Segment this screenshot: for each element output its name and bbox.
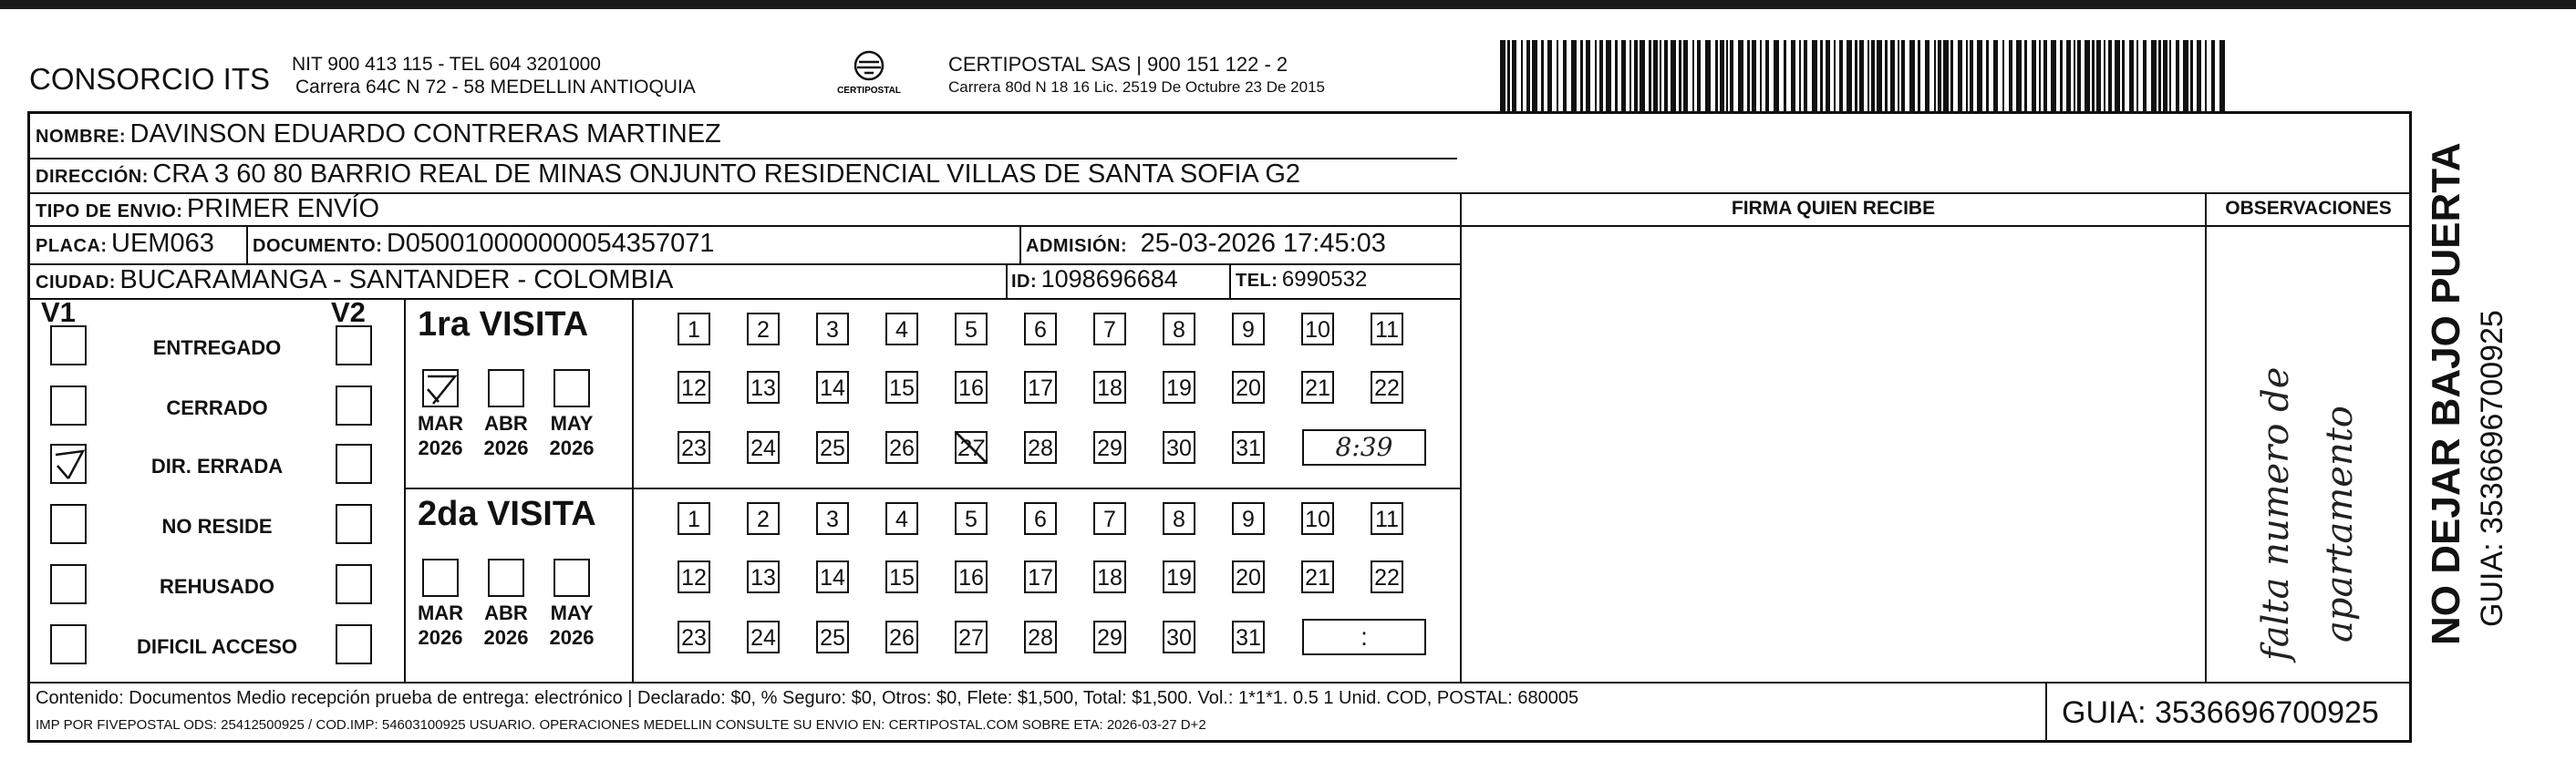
day-checkbox[interactable]: 17 xyxy=(1024,371,1057,404)
observation-line-2: apartamento xyxy=(2319,406,2361,642)
barcode-bar xyxy=(1986,40,1989,113)
barcode-bar xyxy=(2205,40,2207,113)
footer-content: Contenido: Documentos Medio recepción prueba de entrega: electrónico | Declarado: $0, % Seguro: $0, Otros: $0, Flete: $1,500, Total: $1,500. Vol.: 1*1*1. 0.5 1 Unid. COD, POSTAL: 680005 xyxy=(36,688,1579,708)
day-checkbox[interactable]: 23 xyxy=(678,621,710,653)
visit-time[interactable]: : xyxy=(1302,619,1426,655)
barcode-bar xyxy=(1629,40,1631,113)
barcode-bar xyxy=(1738,40,1743,113)
barcode-bar xyxy=(2104,40,2105,113)
barcode-bar xyxy=(1820,40,1823,113)
recipient-address: CRA 3 60 80 BARRIO REAL DE MINAS ONJUNTO RESIDENCIAL VILLAS DE SANTA SOFIA G2 xyxy=(152,159,1301,189)
day-checkbox[interactable]: 10 xyxy=(1301,313,1334,345)
day-checkbox[interactable]: 14 xyxy=(816,371,849,404)
phone-label: TEL: xyxy=(1236,271,1278,291)
month-name: ABR xyxy=(484,601,528,624)
status-label: DIR. ERRADA xyxy=(150,455,284,478)
barcode-bar xyxy=(1634,40,1638,113)
barcode-bar xyxy=(1615,40,1618,113)
day-checkbox[interactable]: 28 xyxy=(1024,621,1057,653)
day-checkbox[interactable]: 1 xyxy=(678,313,710,345)
day-checkbox[interactable]: 28 xyxy=(1024,431,1057,464)
barcode-bar xyxy=(1867,40,1869,113)
id-value: 1098696684 xyxy=(1040,265,1178,293)
barcode-bar xyxy=(1621,40,1626,113)
barcode-bar xyxy=(1547,40,1552,113)
v1-label: V1 xyxy=(41,296,76,328)
plate-label: PLACA: xyxy=(36,236,108,256)
day-checkbox[interactable]: 30 xyxy=(1163,431,1195,464)
day-checkbox[interactable]: 17 xyxy=(1024,560,1057,593)
month-checkbox[interactable] xyxy=(488,369,524,407)
barcode-bar xyxy=(2039,40,2041,113)
v2-checkbox[interactable] xyxy=(336,564,372,604)
barcode-bar xyxy=(2043,40,2047,113)
day-checkbox[interactable]: 31 xyxy=(1232,431,1265,464)
barcode-bar xyxy=(1760,40,1762,113)
signature-column-header: FIRMA QUIEN RECIBE xyxy=(1731,198,1936,219)
document-label: DOCUMENTO: xyxy=(253,236,383,256)
barcode-bar xyxy=(1950,40,1953,113)
barcode-bar xyxy=(2183,40,2188,113)
barcode-bar xyxy=(1557,40,1558,113)
day-checkbox[interactable]: 14 xyxy=(816,560,849,593)
barcode-bar xyxy=(1715,40,1718,113)
v1-checkbox[interactable] xyxy=(50,444,87,484)
barcode-bar xyxy=(1993,40,1998,113)
barcode-bar xyxy=(2143,40,2147,113)
day-checkbox[interactable]: 8 xyxy=(1163,502,1195,535)
month-year: 2026 xyxy=(549,626,595,649)
barcode-bar xyxy=(2009,40,2012,113)
barcode-bar xyxy=(1726,40,1728,113)
footer-print-info: IMP POR FIVEPOSTAL ODS: 25412500925 / COD.IMP: 54603100925 USUARIO. OPERACIONES MEDELLIN CONSULTE SU ENVIO EN: CERTIPOSTAL.COM SOBRE ETA: 2026-03-27 D+2 xyxy=(36,717,1206,733)
barcode-bar xyxy=(1679,40,1681,113)
barcode-bar xyxy=(2190,40,2193,113)
v1-checkbox[interactable] xyxy=(50,564,87,604)
day-checkbox[interactable]: 11 xyxy=(1371,313,1403,345)
side-warning: NO DEJAR BAJO PUERTA xyxy=(2424,142,2468,645)
barcode-bar xyxy=(1774,40,1779,113)
day-checkbox[interactable]: 5 xyxy=(955,313,988,345)
barcode-bar xyxy=(1966,40,1968,113)
month-name: MAY xyxy=(550,412,594,435)
day-checkbox[interactable]: 31 xyxy=(1232,621,1265,653)
barcode-bar xyxy=(2032,40,2036,113)
day-checkbox[interactable]: 20 xyxy=(1232,371,1265,404)
month-label xyxy=(540,411,604,460)
barcode-bar xyxy=(1890,40,1895,113)
barcode-bar xyxy=(1683,40,1688,113)
day-checkbox[interactable]: 13 xyxy=(747,560,780,593)
city-value: BUCARAMANGA - SANTANDER - COLOMBIA xyxy=(119,265,674,294)
visit-title: 1ra VISITA xyxy=(418,305,589,344)
v2-checkbox[interactable] xyxy=(336,504,372,544)
day-checkbox[interactable]: 25 xyxy=(816,621,849,653)
shipment-type: PRIMER ENVÍO xyxy=(186,194,380,223)
name-label: NOMBRE: xyxy=(36,127,127,147)
document-value: D050010000000054357071 xyxy=(386,229,715,258)
barcode-bar xyxy=(2158,40,2161,113)
day-checkbox[interactable]: 26 xyxy=(885,621,918,653)
barcode-bar xyxy=(1649,40,1651,113)
observations-column-header: OBSERVACIONES xyxy=(2225,198,2392,219)
status-label: NO RESIDE xyxy=(161,515,273,538)
day-checkbox[interactable]: 15 xyxy=(885,560,918,593)
day-checkbox[interactable]: 22 xyxy=(1371,560,1403,593)
day-checkbox[interactable]: 13 xyxy=(747,371,780,404)
day-checkbox[interactable]: 21 xyxy=(1301,371,1334,404)
barcode-bar xyxy=(1671,40,1676,113)
company-nit: NIT 900 413 115 - TEL 604 3201000 xyxy=(292,54,601,75)
barcode-bar xyxy=(2060,40,2063,113)
month-checkbox[interactable] xyxy=(422,369,459,407)
company-name: CONSORCIO ITS xyxy=(29,62,271,96)
month-name: MAY xyxy=(550,601,594,624)
barcode-bar xyxy=(2108,40,2112,113)
barcode-bar xyxy=(1606,40,1611,113)
day-checkbox[interactable]: 3 xyxy=(816,502,849,535)
barcode-bar xyxy=(1532,40,1537,113)
month-year: 2026 xyxy=(549,437,595,459)
delivery-form xyxy=(27,111,2412,743)
barcode-bar xyxy=(2085,40,2090,113)
day-checkbox[interactable]: 30 xyxy=(1163,621,1195,653)
v2-checkbox[interactable] xyxy=(336,624,372,664)
day-checkbox[interactable]: 23 xyxy=(678,431,710,464)
day-checkbox[interactable]: 16 xyxy=(955,560,988,593)
barcode-bar xyxy=(2129,40,2134,113)
day-checkbox[interactable]: 6 xyxy=(1024,502,1057,535)
day-checkbox[interactable]: 29 xyxy=(1093,621,1126,653)
barcode-bar xyxy=(2096,40,2101,113)
id-row xyxy=(1011,265,1178,293)
barcode-bar xyxy=(1640,40,1645,113)
phone-row xyxy=(1236,267,1367,293)
barcode-bar xyxy=(1826,40,1830,113)
barcode-bar xyxy=(2074,40,2075,113)
day-checkbox[interactable]: 3 xyxy=(816,313,849,345)
barcode-bar xyxy=(1839,40,1843,113)
barcode-bar xyxy=(2211,40,2215,113)
v1-checkbox[interactable] xyxy=(50,624,87,664)
barcode-bar xyxy=(1898,40,1899,113)
barcode-bar xyxy=(1834,40,1836,113)
barcode-bar xyxy=(1521,40,1523,113)
shipment-type-row xyxy=(36,194,379,224)
city-label: CIUDAD: xyxy=(36,272,116,293)
recipient-name: DAVINSON EDUARDO CONTRERAS MARTINEZ xyxy=(129,119,721,149)
barcode-bar xyxy=(1847,40,1852,113)
barcode-bar xyxy=(2219,40,2225,113)
barcode-bar xyxy=(1692,40,1694,113)
day-checkbox[interactable]: 11 xyxy=(1371,502,1403,535)
month-year: 2026 xyxy=(418,437,463,459)
day-checkbox[interactable]: 6 xyxy=(1024,313,1057,345)
barcode-bar xyxy=(1934,40,1936,113)
day-checkbox[interactable]: 24 xyxy=(747,431,780,464)
month-year: 2026 xyxy=(418,626,463,649)
barcode-bar xyxy=(1512,40,1516,113)
day-checkbox[interactable]: 4 xyxy=(885,313,918,345)
status-label: REHUSADO xyxy=(160,575,274,598)
address-row xyxy=(36,159,1300,190)
barcode-bar xyxy=(1660,40,1661,113)
barcode-bar xyxy=(1877,40,1882,113)
barcode-bar xyxy=(1705,40,1711,113)
barcode-bar xyxy=(1871,40,1875,113)
barcode-bar xyxy=(2197,40,2201,113)
logo-text: CERTIPOSTAL xyxy=(837,86,901,96)
status-label: CERRADO xyxy=(166,396,268,419)
v2-checkbox[interactable] xyxy=(336,325,372,365)
barcode-bar xyxy=(1977,40,1982,113)
barcode-bar xyxy=(1720,40,1724,113)
top-border-band xyxy=(0,0,2576,9)
name-row xyxy=(36,119,721,149)
city-row xyxy=(36,265,673,295)
company-address: Carrera 64C N 72 - 58 MEDELLIN ANTIOQUIA xyxy=(295,77,696,98)
barcode-bar xyxy=(1885,40,1888,113)
barcode-bar xyxy=(2176,40,2179,113)
admission-value: 25-03-2026 17:45:03 xyxy=(1140,229,1386,258)
barcode-bar xyxy=(1595,40,1597,113)
barcode-bar xyxy=(1580,40,1583,113)
day-checkbox[interactable]: 1 xyxy=(678,502,710,535)
day-checkbox[interactable]: 19 xyxy=(1163,371,1195,404)
barcode-bar xyxy=(2016,40,2022,113)
observation-line-1: falta numero de xyxy=(2255,366,2297,661)
admission-label: ADMISIÓN: xyxy=(1026,236,1128,256)
barcode-bar xyxy=(1958,40,1962,113)
day-checkbox[interactable]: 7 xyxy=(1093,313,1126,345)
phone-value: 6990532 xyxy=(1281,267,1368,292)
barcode-bar xyxy=(1571,40,1577,113)
barcode-bar xyxy=(1943,40,1949,113)
day-checkbox[interactable]: 7 xyxy=(1093,502,1126,535)
visit-time[interactable]: 8:39 xyxy=(1302,429,1426,466)
day-checkbox[interactable]: 22 xyxy=(1371,371,1403,404)
barcode-bar xyxy=(1970,40,1973,113)
barcode-bar xyxy=(1938,40,1941,113)
barcode-bar xyxy=(2136,40,2138,113)
day-checkbox[interactable]: 18 xyxy=(1093,560,1126,593)
day-checkbox[interactable]: 19 xyxy=(1163,560,1195,593)
barcode xyxy=(1500,40,2225,113)
barcode-bar xyxy=(1859,40,1864,113)
month-label xyxy=(409,601,472,650)
shipment-type-label: TIPO DE ENVIO: xyxy=(36,201,183,221)
day-checkbox[interactable]: 26 xyxy=(885,431,918,464)
certipostal-block xyxy=(948,53,1325,98)
certipostal-logo xyxy=(837,47,901,104)
month-name: MAR xyxy=(417,601,464,624)
id-label: ID: xyxy=(1011,272,1038,292)
barcode-bar xyxy=(1500,40,1505,113)
day-checkbox[interactable]: 8 xyxy=(1163,313,1195,345)
v2-label: V2 xyxy=(331,296,366,328)
barcode-bar xyxy=(1791,40,1795,113)
day-checkbox[interactable]: 2 xyxy=(747,502,780,535)
month-name: ABR xyxy=(484,412,528,435)
status-label: DIFICIL ACCESO xyxy=(136,635,297,658)
barcode-bar xyxy=(2024,40,2027,113)
v1-checkbox[interactable] xyxy=(50,504,87,544)
barcode-bar xyxy=(1799,40,1801,113)
footer-guia: GUIA: 3536696700925 xyxy=(2062,695,2379,730)
company-nit-block xyxy=(292,53,696,98)
plate-row xyxy=(36,229,214,259)
day-checkbox[interactable]: 25 xyxy=(816,431,849,464)
barcode-bar xyxy=(1855,40,1857,113)
month-year: 2026 xyxy=(483,626,529,649)
admission-row xyxy=(1026,229,1386,259)
barcode-bar xyxy=(2163,40,2167,113)
barcode-bar xyxy=(1563,40,1567,113)
day-checkbox[interactable]: 27 xyxy=(955,431,988,464)
status-label: ENTREGADO xyxy=(152,336,282,359)
barcode-bar xyxy=(1697,40,1701,113)
address-label: DIRECCIÓN: xyxy=(36,167,149,187)
v1-checkbox[interactable] xyxy=(50,386,87,426)
month-checkbox[interactable] xyxy=(553,559,590,597)
month-checkbox[interactable] xyxy=(422,559,459,597)
month-name: MAR xyxy=(417,412,464,435)
barcode-bar xyxy=(2115,40,2120,113)
month-label xyxy=(474,411,538,460)
barcode-bar xyxy=(2169,40,2171,113)
day-checkbox[interactable]: 10 xyxy=(1301,502,1334,535)
barcode-bar xyxy=(1664,40,1668,113)
day-checkbox[interactable]: 29 xyxy=(1093,431,1126,464)
certipostal-address: Carrera 80d N 18 16 Lic. 2519 De Octubre 23 De 2015 xyxy=(948,78,1325,96)
day-checkbox[interactable]: 2 xyxy=(747,313,780,345)
visit-title: 2da VISITA xyxy=(418,495,596,533)
barcode-bar xyxy=(1526,40,1530,113)
month-label xyxy=(474,601,538,650)
day-checkbox[interactable]: 21 xyxy=(1301,560,1334,593)
barcode-bar xyxy=(1586,40,1590,113)
day-checkbox[interactable]: 24 xyxy=(747,621,780,653)
barcode-bar xyxy=(2002,40,2004,113)
day-checkbox[interactable]: 27 xyxy=(955,621,988,653)
day-checkbox[interactable]: 20 xyxy=(1232,560,1265,593)
day-checkbox[interactable]: 4 xyxy=(885,502,918,535)
barcode-bar xyxy=(1784,40,1786,113)
barcode-bar xyxy=(1747,40,1750,113)
barcode-bar xyxy=(1507,40,1510,113)
barcode-bar xyxy=(1765,40,1769,113)
document-row xyxy=(253,229,715,259)
month-label xyxy=(540,601,604,650)
barcode-bar xyxy=(1653,40,1658,113)
barcode-bar xyxy=(2092,40,2095,113)
barcode-bar xyxy=(2077,40,2081,113)
v2-checkbox[interactable] xyxy=(336,444,372,484)
side-guia: GUIA: 3536696700925 xyxy=(2475,310,2509,627)
day-checkbox[interactable]: 12 xyxy=(678,371,710,404)
barcode-bar xyxy=(2122,40,2125,113)
barcode-bar xyxy=(1909,40,1915,113)
certipostal-name: CERTIPOSTAL SAS | 900 151 122 - 2 xyxy=(948,53,1288,76)
barcode-bar xyxy=(2066,40,2071,113)
barcode-bar xyxy=(1918,40,1920,113)
barcode-bar xyxy=(1599,40,1603,113)
month-label xyxy=(409,411,472,460)
day-checkbox[interactable]: 16 xyxy=(955,371,988,404)
day-checkbox[interactable]: 15 xyxy=(885,371,918,404)
day-checkbox[interactable]: 12 xyxy=(678,560,710,593)
barcode-bar xyxy=(1752,40,1756,113)
month-checkbox[interactable] xyxy=(488,559,524,597)
day-checkbox[interactable]: 9 xyxy=(1232,502,1265,535)
barcode-bar xyxy=(1804,40,1807,113)
plate-value: UEM063 xyxy=(111,229,214,258)
barcode-bar xyxy=(2151,40,2157,113)
barcode-bar xyxy=(1812,40,1817,113)
day-checkbox[interactable]: 5 xyxy=(955,502,988,535)
v2-checkbox[interactable] xyxy=(336,386,372,426)
day-checkbox[interactable]: 18 xyxy=(1093,371,1126,404)
v1-checkbox[interactable] xyxy=(50,325,87,365)
month-year: 2026 xyxy=(483,437,529,459)
barcode-bar xyxy=(1730,40,1733,113)
barcode-bar xyxy=(1541,40,1544,113)
day-checkbox[interactable]: 9 xyxy=(1232,313,1265,345)
barcode-bar xyxy=(1901,40,1905,113)
barcode-bar xyxy=(2051,40,2056,113)
barcode-bar xyxy=(1925,40,1929,113)
month-checkbox[interactable] xyxy=(553,369,590,407)
